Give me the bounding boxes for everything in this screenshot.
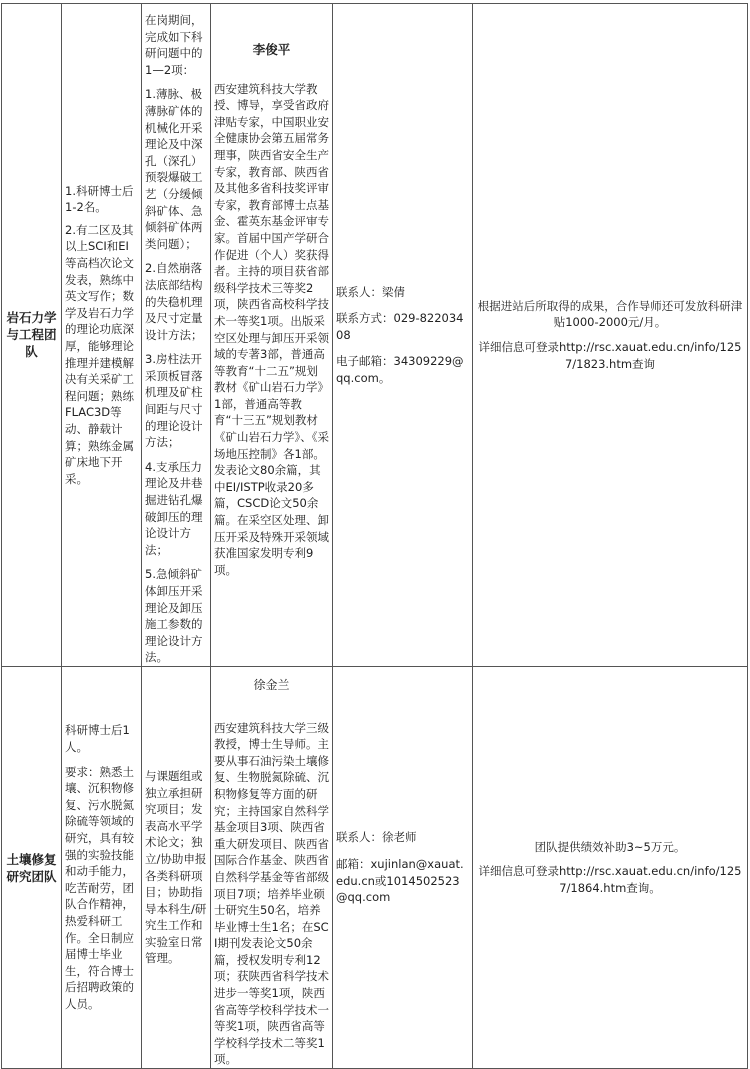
supervisor-cell xyxy=(211,666,333,1068)
tasks-cell xyxy=(142,4,211,667)
contact-email[interactable]: 电子邮箱：34309229@qq.com。 xyxy=(336,354,464,385)
contact-cell xyxy=(333,666,473,1068)
benefits-cell xyxy=(473,4,748,667)
team-name-cell: 岩石力学与工程团队 xyxy=(2,4,62,667)
supervisor-bio: 西安建筑科技大学三级教授，博士生导师。主要从事石油污染土壤修复、生物脱氮除硫、沉积物修复等方面的研究；主持国家自然科学基金项目3项、陕西省重大研发项目、陕西省国际合作基金、陕西省自然科学基金等省部级项目7项；培养毕业硕士研究生50名，培养毕业博士生1名；在SCI期刊发表论文50余篇，授权发明专利12项；获陕西省科学技术进步一等奖1项，陕西省高等学校科学技术一等奖1项，陕西省高等学校科学技术二等奖1项。 xyxy=(214,720,329,1067)
task-text: 2.自然崩落法底部结构的失稳机理及尺寸定量设计方法； xyxy=(145,261,203,342)
task-text: 3.房柱法开采顶板冒落机理及矿柱间距与尺寸的理论设计方法； xyxy=(145,352,203,450)
task-text: 4.支承压力理论及井巷掘进钻孔爆破卸压的理论设计方法； xyxy=(145,459,203,557)
contact-cell xyxy=(333,4,473,667)
contact-email[interactable]: 邮箱：xujinlan@xauat.edu.cn或1014502523@qq.com xyxy=(336,856,464,905)
postdoc-recruitment-table xyxy=(1,3,748,1069)
table-row xyxy=(2,4,748,667)
requirements-cell xyxy=(62,4,142,667)
team-name-cell: 土壤修复研究团队 xyxy=(2,666,62,1068)
requirements-cell xyxy=(62,666,142,1068)
task-text: 与课题组或独立承担研究项目；发表高水平学术论文；独立/协助申报各类科研项目；协助指导本科生/研究生工作和实验室日常管理。 xyxy=(145,768,207,966)
requirement-text: 科研博士后1人。 xyxy=(65,723,130,755)
table-row xyxy=(2,666,748,1068)
supervisor-name: 李俊平 xyxy=(252,42,291,57)
supervisor-bio: 西安建筑科技大学教授、博导，享受省政府津贴专家，中国职业安全健康协会第五届常务理事，陕西省安全生产专家，教育部、陕西省及其他多省科技奖评审专家，教育部博士点基金、霍英东基金评审专家。首届中国产学研合作促进（个人）奖获得者。主持的项目获省部级科学技术三等奖2项，陕西省高校科学技术一等奖1项。出版采空区处理与卸压开采领域的专著3部，普通高等教育“十二五”规划教材《矿山岩石力学》1部，普通高等教育“十三五”规划教材《矿山岩石力学》、《采场地压控制》各1部。发表论文80余篇，其中EI/ISTP收录20多篇，CSCD论文50余篇。在采空区处理、卸压开采及特殊开采领域获准国家发明专利9项。 xyxy=(214,81,329,577)
contact-person: 联系人：梁倩 xyxy=(336,284,405,299)
requirement-text: 1.科研博士后1-2名。 xyxy=(65,183,134,215)
task-text: 在岗期间，完成如下科研问题中的1—2项： xyxy=(145,13,203,77)
requirement-text: 2.有二区及其以上SCI和EI等高档次论文发表，熟练中英文写作；数学及岩石力学的理论功底深厚，能够理论推理并建模解决有关采矿工程问题；熟练FLAC3D等动、静载计算；熟练金属矿床地下开采。 xyxy=(65,222,134,486)
benefit-text: 根据进站后所取得的成果，合作导师还可发放科研津贴1000-2000元/月。 xyxy=(477,298,743,330)
requirement-text: 要求：熟悉土壤、沉积物修复、污水脱氮除硫等领域的研究，具有较强的实验技能和动手能力，吃苦耐劳，团队合作精神，热爱科研工作。全日制应届博士毕业生，符合博士后招聘政策的人员。 xyxy=(65,764,134,1011)
contact-phone: 联系方式：029-82203408 xyxy=(336,311,464,342)
benefit-text: 团队提供绩效补助3~5万元。 xyxy=(534,839,686,854)
tasks-cell xyxy=(142,666,211,1068)
benefits-cell xyxy=(473,666,748,1068)
benefit-link-text[interactable]: 详细信息可登录http://rsc.xauat.edu.cn/info/1257/1864.htm查询。 xyxy=(478,864,742,895)
postdoc-table-wrapper xyxy=(1,3,747,1067)
supervisor-name: 徐金兰 xyxy=(253,677,290,692)
contact-person: 联系人：徐老师 xyxy=(336,830,417,845)
benefit-link-text[interactable]: 详细信息可登录http://rsc.xauat.edu.cn/info/1257/1823.htm查询 xyxy=(478,339,742,371)
supervisor-cell xyxy=(211,4,333,667)
task-text: 5.急倾斜矿体卸压开采理论及卸压施工参数的理论设计方法。 xyxy=(145,567,203,665)
task-text: 1.薄脉、极薄脉矿体的机械化开采理论及中深孔（深孔）预裂爆破工艺（分缓倾斜矿体、急倾斜矿体两类问题）； xyxy=(145,87,203,251)
